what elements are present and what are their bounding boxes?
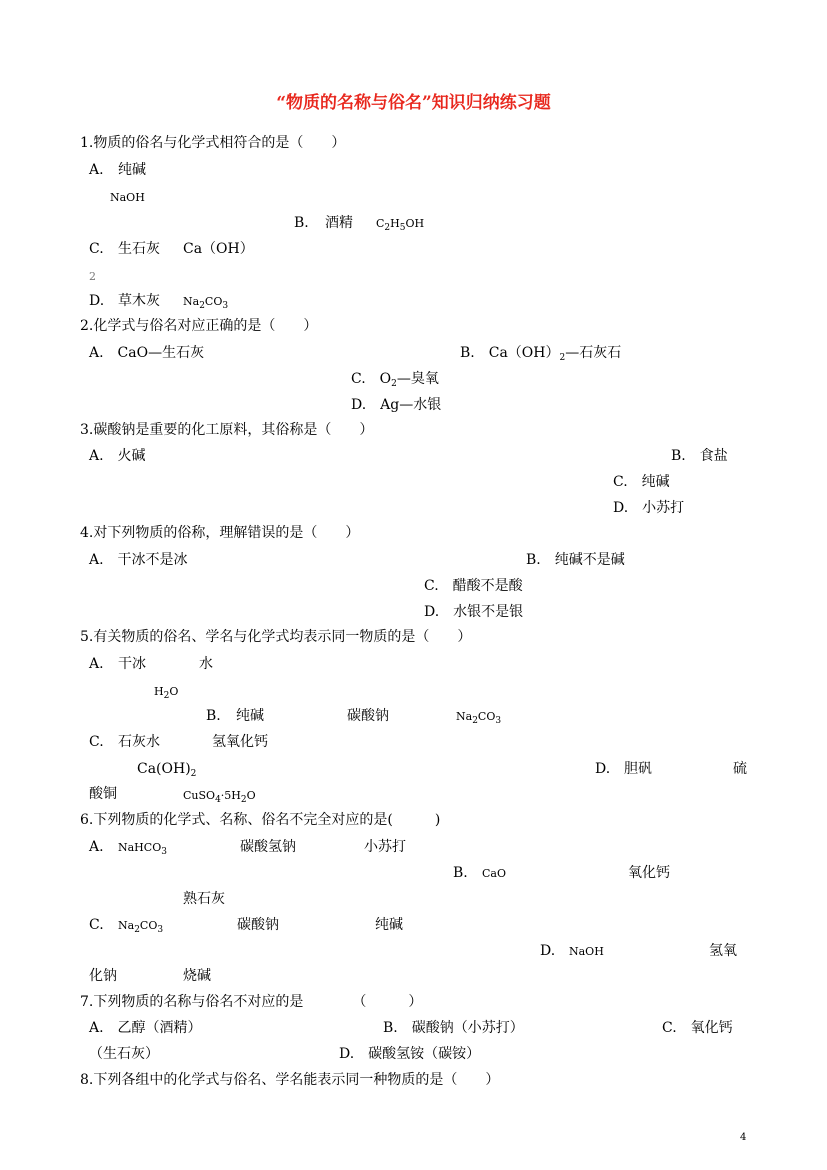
option-label: C. <box>89 917 104 933</box>
common-name: 熟石灰 <box>183 891 225 907</box>
chemical-name-cont: 化钠 <box>89 968 117 984</box>
common-name: 胆矾 <box>624 761 652 777</box>
page-number: 4 <box>740 1132 747 1143</box>
option-d: D. Ag—水银 <box>351 397 442 413</box>
scientific-name: 水 <box>199 656 213 672</box>
option-d: D. 小苏打 <box>613 500 685 516</box>
question-8-stem: 8.下列各组中的化学式与俗名、学名能表示同一种物质的是（ ） <box>80 1072 500 1088</box>
formula: NaOH <box>110 191 145 204</box>
option-label: D. <box>595 761 611 777</box>
formula: $H_2O$ <box>154 685 179 701</box>
option-d: D. 水银不是银 <box>424 604 524 620</box>
formula: $Ca(OH)_2$ <box>137 761 197 779</box>
subscript-fragment: 2 <box>89 270 96 283</box>
option-c: C. $O_2—$臭氧 <box>351 371 439 389</box>
option-a: A. 乙醇（酒精） <box>89 1020 202 1036</box>
option-label: A. <box>89 839 104 855</box>
question-5-stem: 5.有关物质的俗名、学名与化学式均表示同一物质的是（ ） <box>80 629 472 645</box>
common-name: 小苏打 <box>364 839 406 855</box>
formula: NaHCO$_3$ <box>118 841 167 857</box>
option-c: C. 纯碱 <box>613 474 670 490</box>
option-a: A. CaO—生石灰 <box>89 345 205 361</box>
option-label: D. <box>89 293 105 309</box>
option-label: A. <box>89 162 104 178</box>
option-b: B. $Ca(OH)_2—$石灰石 <box>460 345 622 363</box>
formula: $Na_2CO_3$ <box>456 710 502 726</box>
option-label: B. <box>206 708 221 724</box>
option-text: 纯碱 <box>118 162 146 178</box>
scientific-name: 氢氧化钙 <box>212 734 268 750</box>
option-b: B. 碳酸钠（小苏打） <box>383 1020 524 1036</box>
question-4-stem: 4.对下列物质的俗称，理解错误的是（ ） <box>80 525 360 541</box>
scientific-name-cont: 酸铜 <box>89 786 117 802</box>
page-title: “物质的名称与俗名”知识归纳练习题 <box>276 93 551 113</box>
question-6-stem: 6.下列物质的化学式、名称、俗名不完全对应的是( ) <box>80 812 441 828</box>
option-text: 酒精 <box>325 215 353 231</box>
formula: Ca（OH） <box>183 241 254 257</box>
option-label: D. <box>540 943 556 959</box>
formula: $CuSO_4\cdot 5H_2O$ <box>183 789 256 805</box>
formula: $Na_2CO_3$ <box>118 919 164 935</box>
scientific-name: 碳酸钠 <box>347 708 389 724</box>
common-name: 纯碱 <box>236 708 264 724</box>
chemical-name: 碳酸钠 <box>237 917 279 933</box>
option-text: 草木灰 <box>118 293 160 309</box>
option-c-cont: （生石灰） <box>89 1046 159 1062</box>
common-name: 烧碱 <box>183 968 211 984</box>
formula: $C_2H_5OH$ <box>376 217 425 233</box>
question-1-stem: 1.物质的俗名与化学式相符合的是（ ） <box>80 135 346 151</box>
option-text: 生石灰 <box>118 241 160 257</box>
option-label: B. <box>453 865 468 881</box>
option-label: B. <box>294 215 309 231</box>
option-label: C. <box>89 241 104 257</box>
option-a: A. 火碱 <box>89 448 146 464</box>
common-name: 纯碱 <box>375 917 403 933</box>
option-a: A. 干冰不是冰 <box>89 552 188 568</box>
option-b: B. 纯碱不是碱 <box>526 552 625 568</box>
common-name: 石灰水 <box>118 734 160 750</box>
chemical-name: 氧化钙 <box>628 865 670 881</box>
option-label: C. <box>89 734 104 750</box>
option-b: B. 食盐 <box>671 448 728 464</box>
formula: CaO <box>482 867 506 880</box>
question-2-stem: 2.化学式与俗名对应正确的是（ ） <box>80 318 318 334</box>
option-c: C. 氧化钙 <box>662 1020 733 1036</box>
scientific-name: 硫 <box>733 761 747 777</box>
question-3-stem: 3.碳酸钠是重要的化工原料，其俗称是（ ） <box>80 422 374 438</box>
option-label: A. <box>89 656 104 672</box>
option-d: D. 碳酸氢铵（碳铵） <box>339 1046 481 1062</box>
question-7-stem: 7.下列物质的名称与俗名不对应的是 （ ） <box>80 994 423 1010</box>
formula: $Na_2CO_3$ <box>183 295 229 311</box>
chemical-name: 氢氧 <box>709 943 737 959</box>
formula: NaOH <box>569 945 604 958</box>
option-c: C. 醋酸不是酸 <box>424 578 523 594</box>
common-name: 干冰 <box>118 656 146 672</box>
chemical-name: 碳酸氢钠 <box>240 839 296 855</box>
